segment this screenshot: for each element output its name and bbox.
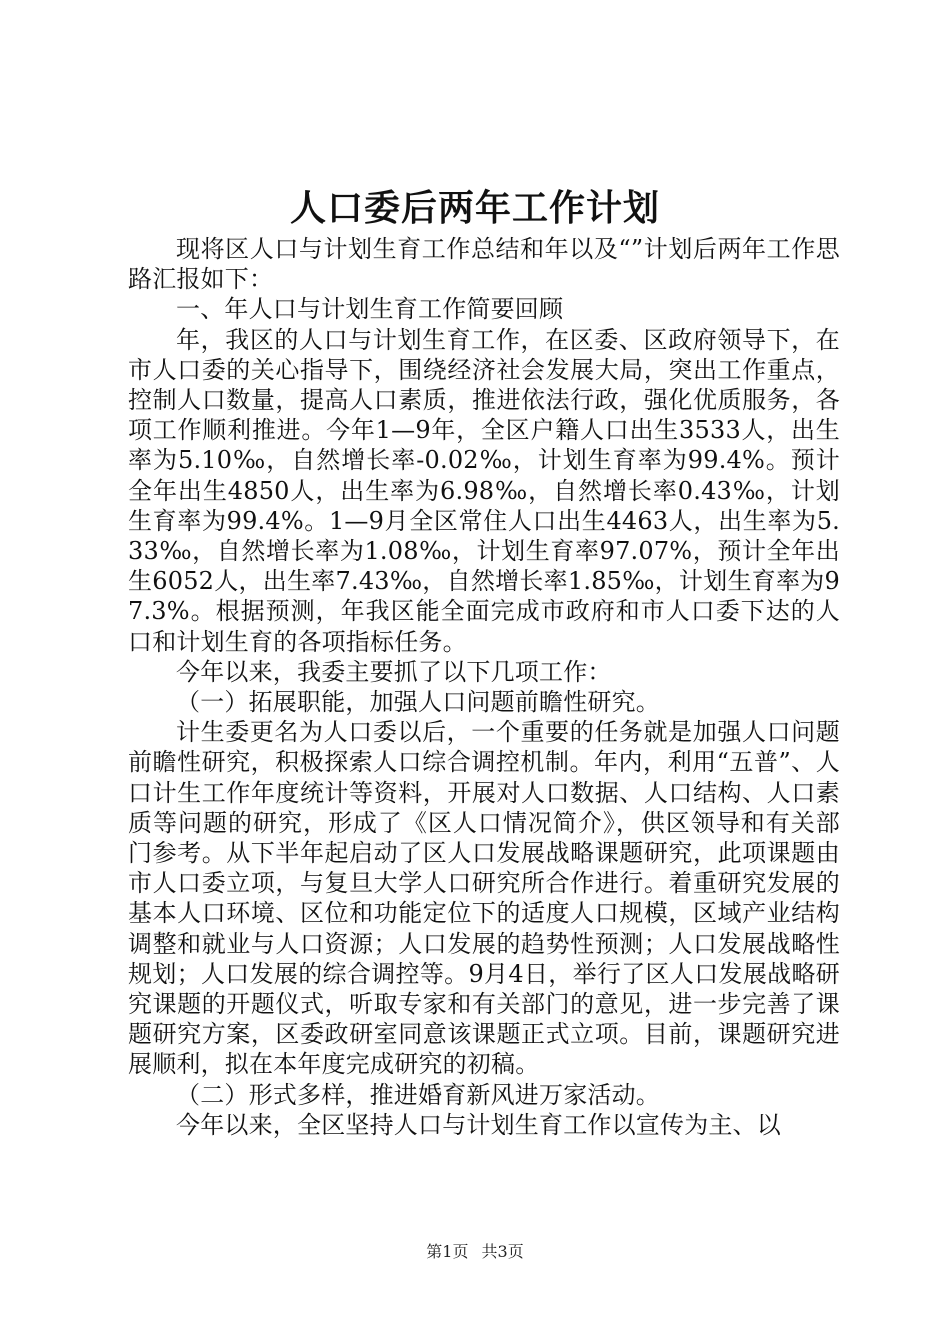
research-paragraph: 计生委更名为人口委以后，一个重要的任务就是加强人口问题前瞻性研究，积极探索人口综合调控机制。年内，利用“五普”、人口计生工作年度统计等资料，开展对人口数据、人口结构、人口素质等问题的研究，形成了《区人口情况简介》，供区领导和有关部门参考。从下半年起启动了区人口发展战略课题研究，此项课题由市人口委立项，与复旦大学人口研究所合作进行。着重研究发展的基本人口环境、区位和功能定位下的适度人口规模，区域产业结构调整和就业与人口资源；人口发展的趋势性预测；人口发展战略性规划；人口发展的综合调控等。9月4日，举行了区人口发展战略研究课题的开题仪式，听取专家和有关部门的意见，进一步完善了课题研究方案，区委政研室同意该课题正式立项。目前，课题研究进展顺利，拟在本年度完成研究的初稿。 bbox=[128, 718, 840, 1079]
page-footer bbox=[0, 1241, 950, 1263]
intro-paragraph: 现将区人口与计划生育工作总结和年以及“”计划后两年工作思路汇报如下： bbox=[128, 235, 840, 294]
page-number: 第1页 bbox=[426, 1242, 469, 1261]
propaganda-paragraph: 今年以来，全区坚持人口与计划生育工作以宣传为主、以 bbox=[176, 1110, 781, 1139]
review-paragraph: 年，我区的人口与计划生育工作，在区委、区政府领导下，在市人口委的关心指导下，围绕经济社会发展大局，突出工作重点，控制人口数量，提高人口素质，推进依法行政，强化优质服务，各项工作顺利推进。今年1—9年，全区户籍人口出生3533人，出生率为5.10‰，自然增长率-0.02‰，计划生育率为99.4%。预计全年出生4850人，出生率为6.98‰，自然增长率0.43‰，计划生育率为99.4%。1—9月全区常住人口出生4463人，出生率为5.33‰，自然增长率为1.08‰，计划生育率97.07%，预计全年出生6052人，出生率7.43‰，自然增长率1.85‰，计划生育率为97.3%。根据预测，年我区能全面完成市政府和市人口委下达的人口和计划生育的各项指标任务。 bbox=[128, 325, 840, 656]
work-summary-line: 今年以来，我委主要抓了以下几项工作： bbox=[176, 657, 612, 686]
subsection-heading-1: （一）拓展职能，加强人口问题前瞻性研究。 bbox=[176, 688, 660, 717]
section-heading-review: 一、年人口与计划生育工作简要回顾 bbox=[176, 295, 564, 324]
subsection-heading-2: （二）形式多样，推进婚育新风进万家活动。 bbox=[176, 1080, 660, 1109]
document-title: 人口委后两年工作计划 bbox=[289, 187, 660, 229]
document-body bbox=[128, 234, 840, 1140]
page-total: 共3页 bbox=[481, 1242, 524, 1261]
